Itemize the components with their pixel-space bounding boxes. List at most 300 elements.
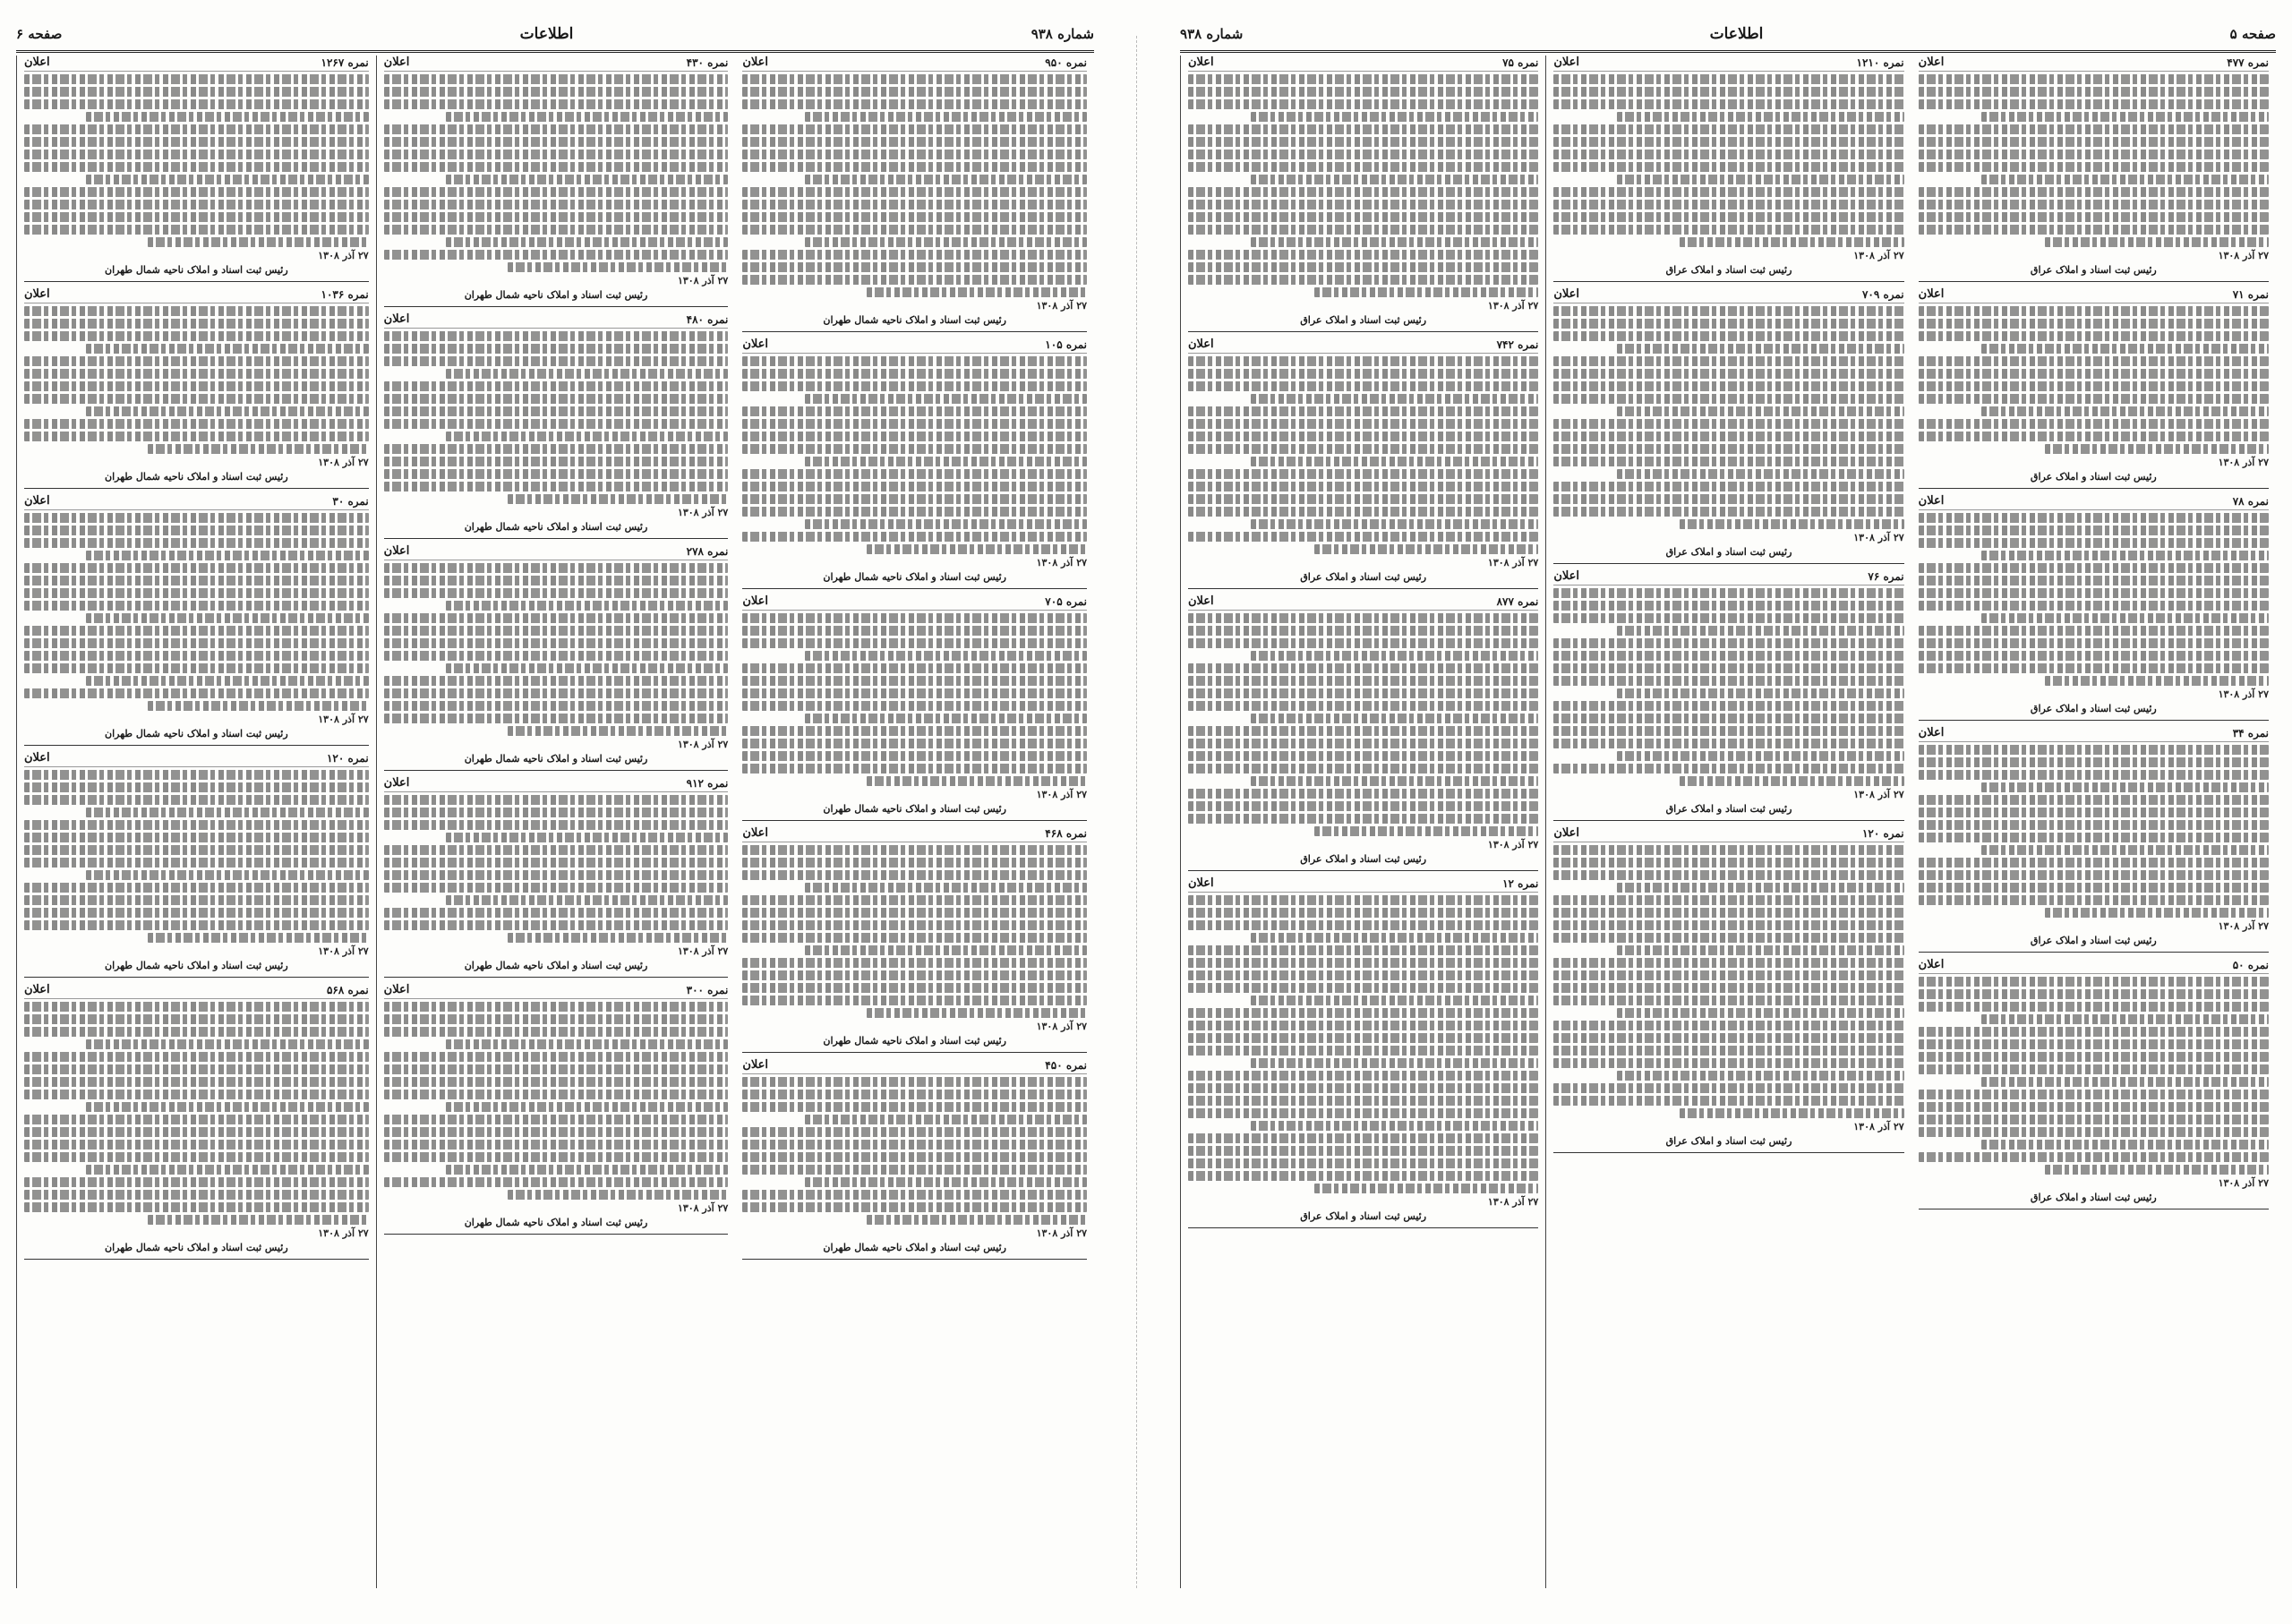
notice-header [1919, 726, 2269, 742]
text-line [148, 444, 368, 454]
right-page [1164, 0, 2292, 1624]
text-line [1553, 701, 1903, 711]
text-line [24, 200, 369, 209]
notice-header [1919, 287, 2269, 303]
text-line [1617, 883, 1904, 893]
right-head-masthead: اطلاعات [1709, 25, 1764, 43]
text-line [1553, 601, 1903, 611]
text-line [446, 895, 728, 905]
notice-signature: رئیس ثبت اسناد و املاک عراق [2030, 703, 2157, 714]
text-line [86, 1165, 368, 1175]
notice-date: ۲۷ آذر ۱۳۰۸ [2218, 457, 2269, 468]
text-line [1188, 626, 1538, 636]
notice-title: اعلان [383, 983, 410, 996]
text-line [742, 1127, 1087, 1137]
notice-signature: رئیس ثبت اسناد و املاک ناحیه شمال طهران [105, 471, 288, 483]
notice-header [384, 983, 729, 999]
text-line [446, 112, 728, 122]
text-line [1251, 519, 1538, 529]
text-line [1553, 507, 1903, 517]
notice-header [742, 56, 1087, 72]
text-line [384, 795, 729, 805]
text-line [1919, 663, 2269, 673]
notice-header [1188, 56, 1538, 72]
text-line [1553, 845, 1903, 855]
notice-signature: رئیس ثبت اسناد و املاک عراق [2030, 935, 2157, 946]
text-line [384, 1014, 729, 1024]
notice-footer [1919, 457, 2269, 468]
text-line [384, 406, 729, 416]
notice-number: نمره ۱۰۵ [1045, 338, 1088, 351]
notice-date: ۲۷ آذر ۱۳۰۸ [2218, 250, 2269, 261]
text-line [1919, 576, 2269, 585]
notice-footer [742, 789, 1087, 800]
text-line [742, 983, 1087, 993]
column [1545, 56, 1911, 1588]
text-line [508, 726, 728, 736]
text-line [384, 444, 729, 454]
notice-signature: رئیس ثبت اسناد و املاک ناحیه شمال طهران [823, 314, 1006, 326]
notice-number: نمره ۴۵۰ [1045, 1058, 1088, 1072]
text-line [1981, 551, 2269, 560]
text-line [1188, 751, 1538, 761]
notice-number: نمره ۲۷۸ [686, 544, 729, 558]
text-line [1919, 820, 2269, 830]
text-line [24, 162, 369, 172]
text-line [1919, 795, 2269, 805]
text-line [742, 1102, 1087, 1112]
column [735, 56, 1094, 1588]
notice-date: ۲۷ آذر ۱۳۰۸ [1036, 789, 1088, 800]
text-line [1553, 150, 1903, 159]
text-line [742, 225, 1087, 235]
text-line [1919, 212, 2269, 222]
notice-title: اعلان [1188, 338, 1214, 351]
text-line [1919, 563, 2269, 573]
text-line [508, 262, 728, 272]
text-line [1188, 1046, 1538, 1056]
text-line [24, 225, 369, 235]
notice-date: ۲۷ آذر ۱۳۰۸ [1487, 1196, 1539, 1208]
text-line [1188, 369, 1538, 379]
notice-signature: رئیس ثبت اسناد و املاک عراق [1300, 571, 1427, 583]
text-line [384, 1002, 729, 1012]
text-line [1981, 845, 2269, 855]
text-line [742, 908, 1087, 918]
notice [742, 826, 1087, 1053]
text-line [1251, 776, 1538, 786]
text-line [1919, 200, 2269, 209]
text-line [742, 1190, 1087, 1200]
text-line [1251, 112, 1538, 122]
text-line [742, 212, 1087, 222]
text-line [742, 187, 1087, 197]
text-line [24, 1140, 369, 1150]
text-line [508, 494, 728, 504]
notice-date: ۲۷ آذر ۱۳۰۸ [1036, 300, 1088, 312]
notice-title: اعلان [1553, 56, 1580, 69]
text-line [24, 770, 369, 780]
text-line [1919, 989, 2269, 999]
text-line [1919, 381, 2269, 391]
text-line [384, 858, 729, 868]
text-line [1188, 212, 1538, 222]
notice-number: نمره ۳۰۰ [686, 983, 729, 996]
notice [742, 594, 1087, 821]
text-line [805, 112, 1087, 122]
text-line [446, 237, 728, 247]
text-line [1617, 344, 1904, 354]
text-line [24, 908, 369, 918]
text-line [24, 306, 369, 316]
left-head-page-number: صفحه ۶ [16, 26, 63, 42]
text-line [742, 958, 1087, 968]
notice-number: نمره ۴۸۰ [686, 312, 729, 326]
text-line [805, 457, 1087, 466]
notice-header [24, 494, 369, 510]
text-line [1919, 770, 2269, 780]
text-line [1919, 651, 2269, 661]
notice-header [1188, 594, 1538, 611]
text-line [742, 124, 1087, 134]
text-line [805, 519, 1087, 529]
text-line [1919, 808, 2269, 817]
text-line [1919, 745, 2269, 755]
notice-signature: رئیس ثبت اسناد و املاک ناحیه شمال طهران [105, 728, 288, 739]
text-line [24, 1190, 369, 1200]
notice-header [742, 594, 1087, 611]
text-line [24, 1202, 369, 1212]
left-running-head [16, 18, 1094, 53]
text-line [148, 237, 368, 247]
text-line [1553, 225, 1903, 235]
notice [384, 56, 729, 307]
text-line [24, 688, 369, 698]
text-line [384, 808, 729, 817]
text-line [1981, 782, 2269, 792]
text-line [384, 150, 729, 159]
text-line [742, 920, 1087, 930]
text-line [1553, 958, 1903, 968]
text-line [742, 751, 1087, 761]
text-line [742, 895, 1087, 905]
text-line [1919, 895, 2269, 905]
notice-signature: رئیس ثبت اسناد و املاک ناحیه شمال طهران [105, 1242, 288, 1253]
text-line [2045, 444, 2269, 454]
text-line [508, 933, 728, 943]
text-line [384, 883, 729, 893]
notice-signature: رئیس ثبت اسناد و املاک عراق [1665, 1135, 1792, 1147]
notice-footer [384, 1202, 729, 1214]
notice-header [1919, 958, 2269, 974]
text-line [384, 225, 729, 235]
text-line [1617, 406, 1904, 416]
text-line [384, 344, 729, 354]
text-line [24, 394, 369, 404]
text-line [742, 99, 1087, 109]
text-line [1919, 538, 2269, 548]
text-line [1553, 920, 1903, 930]
text-line [1680, 237, 1903, 247]
text-line [742, 933, 1087, 943]
text-line [1553, 200, 1903, 209]
notice-title: اعلان [742, 338, 769, 351]
text-line [1251, 1058, 1538, 1068]
text-line [1188, 1108, 1538, 1118]
text-line [384, 1027, 729, 1037]
notice-footer [742, 1227, 1087, 1239]
text-line [1617, 1008, 1904, 1018]
text-line [1919, 601, 2269, 611]
text-line [1188, 419, 1538, 429]
text-line [1919, 162, 2269, 172]
text-line [1553, 74, 1903, 84]
text-line [446, 601, 728, 611]
text-line [384, 613, 729, 623]
text-line [1919, 1102, 2269, 1112]
text-line [384, 1077, 729, 1087]
text-line [1919, 319, 2269, 329]
text-line [1188, 663, 1538, 673]
notice [384, 312, 729, 539]
notice [1553, 56, 1903, 282]
notice-footer [1919, 688, 2269, 700]
notice-header [24, 287, 369, 303]
text-line [1553, 457, 1903, 466]
notice-number: نمره ۴۷۷ [2227, 56, 2269, 69]
text-line [86, 613, 368, 623]
text-line [1919, 626, 2269, 636]
notice-header [384, 56, 729, 72]
text-line [1919, 883, 2269, 893]
text-line [1188, 532, 1538, 542]
text-line [1553, 306, 1903, 316]
text-line [384, 1090, 729, 1099]
notice-date: ۲۷ آذر ۱۳۰۸ [1853, 1121, 1904, 1133]
text-line [1188, 1071, 1538, 1081]
text-line [1188, 150, 1538, 159]
text-line [867, 1008, 1087, 1018]
notice-footer [24, 1227, 369, 1239]
notice-footer [742, 557, 1087, 568]
notice-footer [742, 300, 1087, 312]
text-line [1188, 814, 1538, 824]
text-line [446, 1165, 728, 1175]
text-line [24, 513, 369, 523]
notice-footer [1188, 557, 1538, 568]
notice-title: اعلان [1918, 494, 1945, 508]
text-line [24, 87, 369, 97]
notice-signature: رئیس ثبت اسناد و املاک عراق [1665, 803, 1792, 815]
text-line [1188, 187, 1538, 197]
notice-number: نمره ۱۲۶۷ [321, 56, 369, 69]
text-line [384, 676, 729, 686]
notice-header [384, 776, 729, 792]
text-line [867, 776, 1087, 786]
text-line [742, 369, 1087, 379]
text-line [742, 432, 1087, 441]
text-line [1617, 688, 1904, 698]
text-line [1919, 1027, 2269, 1037]
text-line [1680, 1108, 1903, 1118]
text-line [1251, 651, 1538, 661]
text-line [805, 714, 1087, 723]
text-line [1553, 124, 1903, 134]
text-line [24, 920, 369, 930]
text-line [1617, 175, 1904, 184]
notice-header [742, 826, 1087, 842]
text-line [1919, 99, 2269, 109]
column [1180, 56, 1545, 1588]
notice-title: اعلان [1918, 958, 1945, 971]
notice-number: نمره ۹۱۲ [686, 776, 729, 790]
text-line [742, 858, 1087, 868]
text-line [24, 212, 369, 222]
text-line [1919, 1090, 2269, 1099]
text-line [1188, 494, 1538, 504]
notice [1919, 494, 2269, 721]
text-line [742, 870, 1087, 880]
notice-number: نمره ۷۰۹ [1861, 287, 1904, 301]
text-line [1553, 726, 1903, 736]
text-line [742, 626, 1087, 636]
text-line [742, 613, 1087, 623]
text-line [742, 638, 1087, 648]
text-line [1553, 1083, 1903, 1093]
text-line [1919, 833, 2269, 842]
notice-signature: رئیس ثبت اسناد و املاک ناحیه شمال طهران [464, 753, 648, 765]
notice [1919, 287, 2269, 489]
text-line [867, 1215, 1087, 1225]
notice [384, 983, 729, 1235]
notice-date: ۲۷ آذر ۱۳۰۸ [318, 457, 369, 468]
notice [1188, 594, 1538, 871]
notice-header [1553, 826, 1903, 842]
notice-date: ۲۷ آذر ۱۳۰۸ [318, 714, 369, 725]
text-line [1553, 1046, 1903, 1056]
notice-number: نمره ۱۲۱۰ [1856, 56, 1904, 69]
notice [24, 56, 369, 282]
notice [1188, 876, 1538, 1228]
right-running-head [1180, 18, 2276, 53]
text-line [1188, 200, 1538, 209]
right-head-page-number: صفحه ۵ [2229, 26, 2276, 42]
text-line [1919, 1127, 2269, 1137]
text-line [742, 1077, 1087, 1087]
notice-footer [24, 714, 369, 725]
text-line [1188, 945, 1538, 955]
notice-footer [1553, 250, 1903, 261]
text-line [86, 808, 368, 817]
text-line [742, 1165, 1087, 1175]
text-line [446, 432, 728, 441]
text-line [24, 576, 369, 585]
text-line [1188, 87, 1538, 97]
text-line [742, 444, 1087, 454]
notice-footer [1553, 1121, 1903, 1133]
text-line [742, 970, 1087, 980]
notice-header [24, 56, 369, 72]
text-line [1680, 776, 1903, 786]
text-line [1919, 331, 2269, 341]
notice-footer [384, 275, 729, 286]
text-line [24, 638, 369, 648]
text-line [384, 638, 729, 648]
notice-title: اعلان [24, 751, 50, 765]
notice-date: ۲۷ آذر ۱۳۰۸ [1853, 789, 1904, 800]
notice-footer [1919, 920, 2269, 932]
notice-title: اعلان [383, 776, 410, 790]
notice [742, 56, 1087, 332]
text-line [24, 651, 369, 661]
left-page [0, 0, 1110, 1624]
text-line [1251, 237, 1538, 247]
notice-footer [24, 945, 369, 957]
text-line [1188, 958, 1538, 968]
text-line [1553, 638, 1903, 648]
text-line [742, 739, 1087, 748]
text-line [1553, 356, 1903, 366]
text-line [742, 200, 1087, 209]
text-line [1919, 638, 2269, 648]
text-line [1188, 1133, 1538, 1143]
text-line [1617, 1071, 1904, 1081]
text-line [1919, 150, 2269, 159]
text-line [24, 137, 369, 147]
text-line [1553, 331, 1903, 341]
notice-footer [1188, 300, 1538, 312]
text-line [2045, 908, 2269, 918]
text-line [384, 394, 729, 404]
text-line [742, 275, 1087, 285]
notice-signature: رئیس ثبت اسناد و املاک عراق [1665, 264, 1792, 276]
text-line [1188, 225, 1538, 235]
text-line [1188, 162, 1538, 172]
notice-signature: رئیس ثبت اسناد و املاک عراق [1300, 853, 1427, 865]
notice-date: ۲۷ آذر ۱۳۰۸ [318, 945, 369, 957]
text-line [24, 99, 369, 109]
notice-signature: رئیس ثبت اسناد و املاک ناحیه شمال طهران [823, 1035, 1006, 1047]
text-line [742, 764, 1087, 774]
text-line [1188, 432, 1538, 441]
text-line [1188, 262, 1538, 272]
text-line [384, 1052, 729, 1062]
text-line [148, 1215, 368, 1225]
text-line [384, 419, 729, 429]
text-line [1251, 996, 1538, 1005]
text-line [805, 237, 1087, 247]
text-line [1919, 419, 2269, 429]
text-line [1188, 920, 1538, 930]
text-line [1919, 588, 2269, 598]
notice-date: ۲۷ آذر ۱۳۰۸ [1036, 1227, 1088, 1239]
notice-footer [24, 457, 369, 468]
text-line [1188, 739, 1538, 748]
text-line [1188, 1158, 1538, 1168]
text-line [867, 544, 1087, 554]
text-line [86, 676, 368, 686]
text-line [1251, 1121, 1538, 1131]
notice [24, 983, 369, 1260]
text-line [805, 1177, 1087, 1187]
notice-number: نمره ۱۲۰ [1861, 826, 1904, 840]
text-line [384, 356, 729, 366]
notice-footer [1188, 839, 1538, 850]
notice-date: ۲۷ آذر ۱۳۰۸ [677, 1202, 729, 1214]
notice-number: نمره ۷۰۵ [1045, 594, 1088, 608]
notice-header [1919, 494, 2269, 510]
text-line [1188, 895, 1538, 905]
